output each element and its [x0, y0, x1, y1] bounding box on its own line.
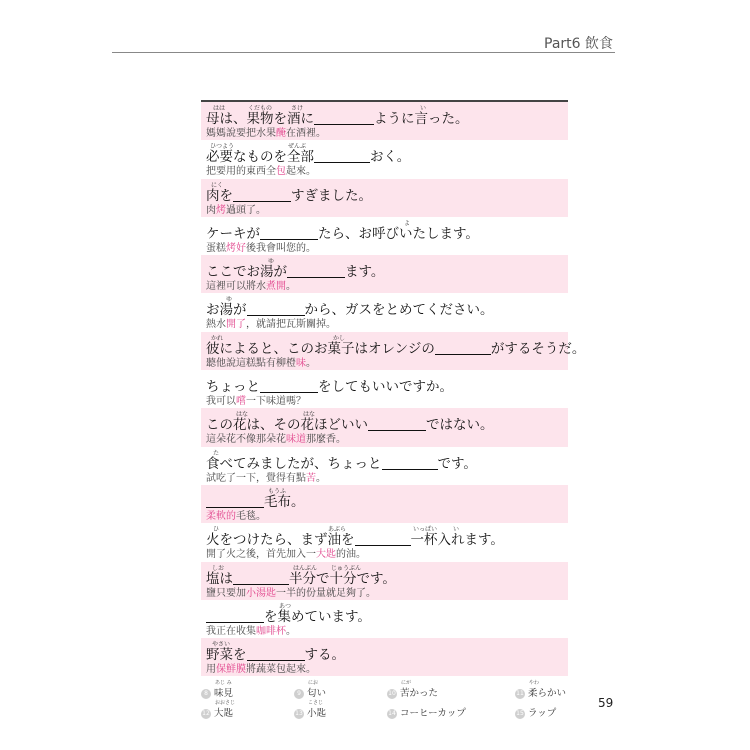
- translation-text: 在酒裡。: [286, 128, 326, 139]
- furigana-row: [206, 293, 568, 302]
- sentence-text: ます。: [345, 264, 385, 281]
- japanese-sentence: [206, 532, 568, 548]
- furigana-row: [206, 140, 568, 149]
- chinese-translation: [206, 242, 568, 255]
- translation-text: 那麼香。: [306, 434, 346, 446]
- japanese-sentence: [206, 111, 568, 127]
- answer-number-badge: 9: [294, 689, 304, 699]
- answer-furigana: おおさじ: [215, 700, 236, 706]
- answer-furigana: こさじ: [308, 700, 324, 706]
- furigana: い: [453, 526, 460, 534]
- furigana: ゆ: [226, 296, 233, 304]
- answer-number-badge: 13: [295, 710, 303, 717]
- japanese-sentence: [206, 647, 568, 663]
- answer-blank: [382, 456, 438, 470]
- japanese-sentence: [206, 302, 568, 318]
- furigana: はは: [213, 105, 226, 112]
- furigana: にく: [211, 181, 224, 189]
- sentence-text: です。: [437, 455, 477, 472]
- translation-text: 這裡可以將水: [206, 281, 266, 293]
- japanese-sentence: [206, 226, 568, 242]
- sentence-text: 半分で十分です。: [289, 570, 396, 587]
- answer-blank: [287, 264, 345, 278]
- exercise-item: [201, 179, 568, 217]
- highlighted-keyword: 味: [296, 357, 306, 369]
- chinese-translation: [206, 165, 568, 178]
- furigana-row: [206, 562, 568, 571]
- sentence-text: たら、お呼びいたします。: [318, 225, 479, 242]
- translation-text: 一下味道嗎？: [246, 396, 306, 408]
- translation-text: 用: [206, 664, 216, 676]
- chinese-translation: [206, 433, 568, 446]
- chinese-translation: [206, 472, 568, 485]
- sentence-text: する。: [304, 647, 345, 664]
- furigana: はな: [236, 411, 249, 419]
- chinese-translation: [206, 357, 568, 370]
- answer-blank: [206, 609, 264, 623]
- answer-blank: [247, 302, 305, 316]
- exercise-item: [201, 293, 568, 331]
- answer-text: 匂い: [307, 688, 327, 699]
- translation-text: 。: [316, 472, 326, 484]
- answer-blank: [314, 149, 370, 163]
- translation-text: 將蔬菜包起來。: [246, 664, 316, 676]
- answer-blank: [233, 571, 289, 585]
- japanese-sentence: [206, 609, 568, 625]
- sentence-text: 食べてみましたが、ちょっと: [206, 455, 382, 472]
- chinese-translation: [206, 663, 568, 676]
- sentence-text: から、ガスをとめてください。: [304, 302, 494, 319]
- answer-number-badge: 15: [516, 710, 524, 717]
- exercise-item: [201, 485, 568, 523]
- translation-text: 蛋糕: [206, 242, 226, 254]
- answer-entry: [294, 700, 327, 719]
- sentence-text: ように言った。: [374, 111, 469, 127]
- sentence-text: 必要なものを全部: [206, 149, 314, 166]
- translation-text: 開了火之後，首先加入一: [206, 549, 316, 561]
- answer-furigana: にが: [401, 680, 412, 686]
- highlighted-keyword: 咖啡杯: [256, 625, 286, 637]
- sentence-text: がするそうだ。: [490, 340, 586, 357]
- answer-text: 苦かった: [400, 688, 439, 699]
- answer-entry: [294, 680, 327, 699]
- highlighted-keyword: 開了: [226, 319, 246, 331]
- answer-text: 柔らかい: [528, 688, 567, 699]
- furigana: ぜんぶ: [288, 143, 307, 151]
- highlighted-keyword: 煮開: [266, 281, 286, 293]
- sentence-text: ちょっと: [206, 379, 260, 396]
- highlighted-keyword: 小湯匙: [246, 587, 276, 599]
- furigana-row: [206, 523, 568, 532]
- chinese-translation: [206, 625, 568, 638]
- sentence-text: を集めています。: [264, 608, 371, 625]
- answer-number-badge: 11: [516, 690, 524, 697]
- sentence-text: 一杯入れます。: [410, 532, 504, 549]
- highlighted-keyword: 嚐: [236, 396, 246, 408]
- answer-entry: [515, 680, 567, 699]
- japanese-sentence: [206, 379, 568, 395]
- translation-text: 試吃了一下，覺得有點: [206, 472, 306, 484]
- highlighted-keyword: 味道: [286, 434, 306, 446]
- exercise-item: [201, 562, 568, 600]
- highlighted-keyword: 烤: [216, 204, 226, 216]
- answer-key: [201, 680, 581, 723]
- exercise-item: [201, 140, 568, 178]
- answer-text: ラップ: [528, 708, 557, 719]
- highlighted-keyword: 醃: [276, 128, 286, 139]
- answer-furigana: にお: [308, 680, 319, 686]
- answer-number-badge: 10: [388, 690, 396, 697]
- furigana: た: [213, 449, 220, 457]
- answer-text: 小匙: [307, 708, 327, 719]
- chinese-translation: [206, 395, 568, 408]
- answer-blank: [355, 532, 411, 546]
- furigana: よ: [404, 219, 411, 227]
- answer-row: [201, 680, 581, 703]
- exercise-item: [201, 408, 568, 446]
- japanese-sentence: [206, 264, 568, 280]
- part-title: Part6 飲食: [544, 36, 613, 52]
- exercise-item: [201, 600, 568, 638]
- answer-blank: [260, 379, 318, 393]
- japanese-sentence: [206, 456, 568, 472]
- sentence-text: すぎました。: [291, 187, 372, 204]
- furigana-row: [206, 638, 568, 647]
- translation-text: 後我會叫您的。: [246, 242, 316, 254]
- sentence-text: 毛布。: [264, 493, 305, 510]
- translation-text: 媽媽說要把水果: [206, 128, 276, 139]
- answer-entry: [201, 680, 234, 699]
- highlighted-keyword: 大匙: [316, 549, 336, 561]
- translation-text: 我可以: [206, 396, 236, 408]
- exercise-item: [201, 255, 568, 293]
- japanese-sentence: [206, 188, 568, 204]
- furigana: じゅうぶん: [331, 564, 362, 572]
- furigana-row: [206, 408, 568, 417]
- furigana: はんぶん: [293, 564, 318, 572]
- furigana: かれ: [211, 334, 224, 342]
- furigana-row: [206, 255, 568, 264]
- answer-furigana: あじ み: [215, 680, 232, 686]
- chinese-translation: [206, 204, 568, 217]
- furigana: あつ: [279, 602, 292, 610]
- highlighted-keyword: 柔軟的: [206, 510, 236, 522]
- chinese-translation: [206, 548, 568, 561]
- furigana: ゆ: [268, 258, 275, 266]
- exercise-item: [201, 523, 568, 561]
- translation-text: 過頭了。: [226, 204, 266, 216]
- chinese-translation: [206, 587, 568, 600]
- chinese-translation: [206, 510, 568, 523]
- answer-text: 大匙: [214, 708, 234, 719]
- answer-entry: [387, 680, 439, 699]
- sentence-text: この花は、その花ほどいい: [206, 417, 368, 434]
- sentence-text: おく。: [370, 149, 411, 166]
- sentence-text: 肉を: [206, 187, 233, 204]
- furigana-row: [206, 600, 568, 609]
- sentence-text: 母は、果物を酒に: [206, 111, 314, 127]
- answer-number-badge: 8: [201, 689, 211, 699]
- answer-blank: [368, 417, 426, 431]
- japanese-sentence: [206, 417, 568, 433]
- answer-blank: [435, 341, 491, 355]
- furigana: しお: [212, 564, 225, 572]
- highlighted-keyword: 包: [276, 166, 286, 178]
- answer-number-badge: 12: [202, 710, 210, 717]
- answer-blank: [206, 494, 264, 508]
- translation-text: ，就請把瓦斯關掉。: [246, 319, 336, 331]
- answer-entry: [387, 705, 466, 719]
- answer-blank: [247, 647, 305, 661]
- translation-text: 毛毯。: [236, 510, 266, 522]
- furigana: かし: [333, 334, 346, 342]
- furigana: さけ: [291, 105, 304, 112]
- answer-blank: [260, 226, 318, 240]
- answer-blank: [233, 188, 291, 202]
- translation-text: 這朵花不像那朵花: [206, 434, 286, 446]
- japanese-sentence: [206, 571, 568, 587]
- answer-text: 味見: [214, 688, 234, 699]
- translation-text: 鹽只要加: [206, 587, 246, 599]
- translation-text: 聽他說這糕點有柳橙: [206, 357, 296, 369]
- exercise-item: [201, 447, 568, 485]
- answer-number-badge: 14: [388, 710, 396, 717]
- japanese-sentence: [206, 149, 568, 165]
- furigana-row: [206, 179, 568, 188]
- furigana-row: [206, 217, 568, 226]
- chinese-translation: [206, 127, 568, 140]
- exercise-item: [201, 370, 568, 408]
- translation-text: 肉: [206, 204, 216, 216]
- furigana: ひ: [213, 526, 220, 534]
- sentence-text: ここでお湯が: [206, 264, 287, 281]
- exercise-item: [201, 332, 586, 370]
- japanese-sentence: [206, 340, 586, 357]
- furigana-row: [206, 102, 568, 111]
- header-divider: [112, 52, 615, 53]
- furigana: もうふ: [268, 487, 287, 495]
- furigana: いっぱい: [413, 526, 438, 534]
- translation-text: 熱水: [206, 319, 226, 331]
- sentence-text: 野菜を: [206, 647, 247, 664]
- answer-furigana: やわ: [529, 680, 540, 686]
- highlighted-keyword: 烤好: [226, 242, 246, 254]
- exercise-list: [201, 102, 586, 676]
- answer-text: コーヒーカップ: [400, 708, 466, 719]
- exercise-item: [201, 638, 568, 676]
- chinese-translation: [206, 318, 568, 331]
- chinese-translation: [206, 280, 568, 293]
- furigana: あぶら: [328, 526, 347, 534]
- sentence-text: をしてもいいですか。: [318, 379, 453, 396]
- sentence-text: お湯が: [206, 302, 247, 319]
- answer-entry: [515, 705, 556, 719]
- translation-text: 一半的份量就足夠了。: [276, 587, 376, 599]
- japanese-sentence: [206, 494, 568, 510]
- sentence-text: ではない。: [426, 417, 494, 434]
- translation-text: 我正在收集: [206, 625, 256, 637]
- furigana: はな: [303, 411, 316, 419]
- page-number: 59: [598, 696, 614, 710]
- highlighted-keyword: 苦: [306, 472, 316, 484]
- answer-row: [201, 700, 581, 723]
- translation-text: 把要用的東西全: [206, 166, 276, 178]
- translation-text: 。: [286, 625, 296, 637]
- furigana-row: [206, 447, 568, 456]
- sentence-text: 彼によると、このお菓子はオレンジの: [206, 340, 435, 357]
- exercise-item: [201, 102, 568, 140]
- furigana-row: [206, 332, 568, 341]
- sentence-text: 火をつけたら、まず油を: [206, 532, 355, 549]
- translation-text: 。: [286, 281, 296, 293]
- answer-entry: [201, 700, 236, 719]
- translation-text: 。: [306, 357, 316, 369]
- furigana: い: [420, 105, 427, 112]
- translation-text: 起來。: [286, 166, 316, 178]
- answer-blank: [314, 111, 374, 125]
- exercise-item: [201, 217, 568, 255]
- furigana-row: [206, 485, 568, 494]
- translation-text: 的油。: [336, 549, 366, 561]
- sentence-text: ケーキが: [206, 225, 260, 242]
- furigana: やさい: [212, 641, 231, 649]
- highlighted-keyword: 保鮮膜: [216, 664, 246, 676]
- furigana-row: [206, 370, 568, 379]
- sentence-text: 塩は: [206, 570, 233, 587]
- furigana: ひつよう: [210, 143, 235, 151]
- furigana: くだもの: [248, 105, 273, 112]
